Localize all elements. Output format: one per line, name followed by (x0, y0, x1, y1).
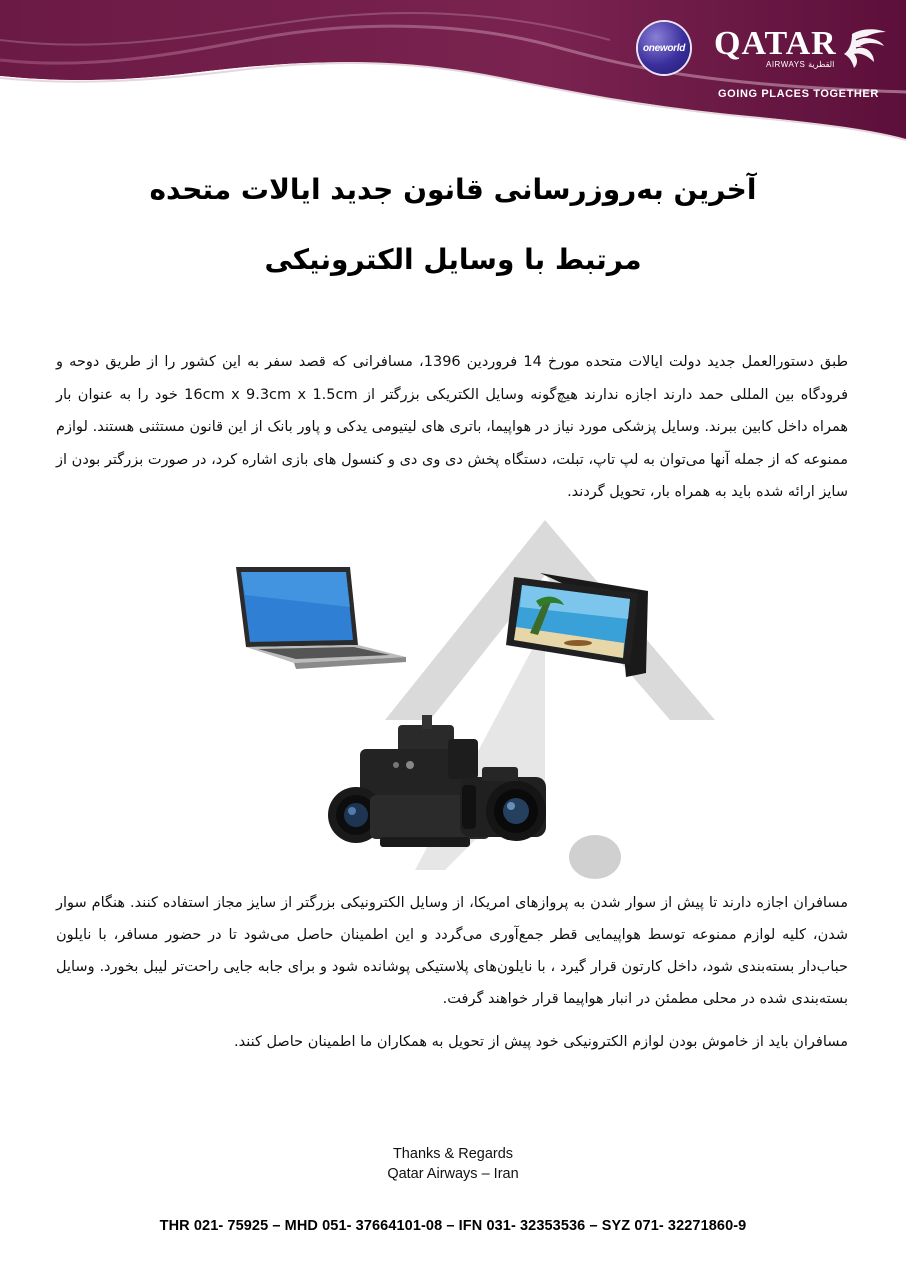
page-title (0, 170, 906, 280)
oryx-icon (842, 26, 888, 70)
title-line-1: آخرین به‌روزرسانی قانون جدید ایالات متحده (149, 173, 757, 206)
devices-illustration (200, 515, 740, 885)
brand-name: QATAR (714, 25, 837, 62)
title-line-2: مرتبط با وسایل الکترونیکی (264, 243, 642, 276)
sender-line: Qatar Airways – Iran (387, 1166, 519, 1182)
intro-paragraph: طبق دستورالعمل جدید دولت ایالات متحده مورخ 14 فروردین 1396، مسافرانی که قصد سفر به این کشور را از طریق دوحه و فرودگاه بین المللی حمد دارند اجازه ندارند هیچ‌گونه وسایل الکتریکی بزرگتر از 16cm x 9.3cm x 1.5cm خود را به عنوان بار همراه داخل کابین ببرند. وسایل پزشکی مورد نیاز در هواپیما، باتری های لیتیومی یدکی و پاور بانک از این قانون مستثنی هستند. لوازم ممنوعه که از جمله آنها می‌توان به لپ تاپ، تبلت، دستگاه پخش دی وی دی و کنسول های بازی اشاره کرد، در صورت بزرگتر بودن از سایز ارائه شده باید به همراه بار، تحویل گردند. (56, 354, 848, 500)
brand-tagline: GOING PLACES TOGETHER (718, 88, 879, 100)
regards-line: Thanks & Regards (392, 1146, 514, 1162)
devices-graphic (200, 515, 740, 885)
power-off-notice: مسافران باید از خاموش بودن لوازم الکترونیکی خود پیش از تحویل به همکاران ما اطمینان حاصل کنند. (233, 1034, 848, 1050)
laptop-icon (236, 567, 406, 669)
boarding-procedure-paragraph: مسافران اجازه دارند تا پیش از سوار شدن به پروازهای امریکا، از وسایل الکترونیکی بزرگتر از سایز مجاز استفاده کنند. هنگام سوار شدن، کلیه لوازم ممنوعه توسط هواپیمایی قطر جمع‌آوری می‌گردد و این اطمینان حاصل می‌شود تا در حضور مسافر، با نایلون حباب‌دار بسته‌بندی شود، داخل کارتون قرار گیرد ، با نایلون‌های پلاستیکی پوشانده شود و برای جابه جایی راحت‌تر لیبل بخورد. وسایل بسته‌بندی شده در محلی مطمئن در انبار هواپیما قرار خواهند گرفت. (56, 895, 848, 1007)
office-contacts: THR 021- 75925 – MHD 051- 37664101-08 – IFN 031- 32353536 – SYZ 071- 32271860-9 (159, 1218, 747, 1234)
dslr-camera-icon (460, 767, 546, 841)
qatar-airways-logo (714, 26, 894, 76)
brand-subtitle: AIRWAYS القطرية (766, 60, 835, 69)
oneworld-label: oneworld (642, 42, 686, 54)
signature-block (0, 1144, 906, 1184)
letterhead-banner (0, 0, 906, 150)
oneworld-logo (638, 22, 690, 74)
